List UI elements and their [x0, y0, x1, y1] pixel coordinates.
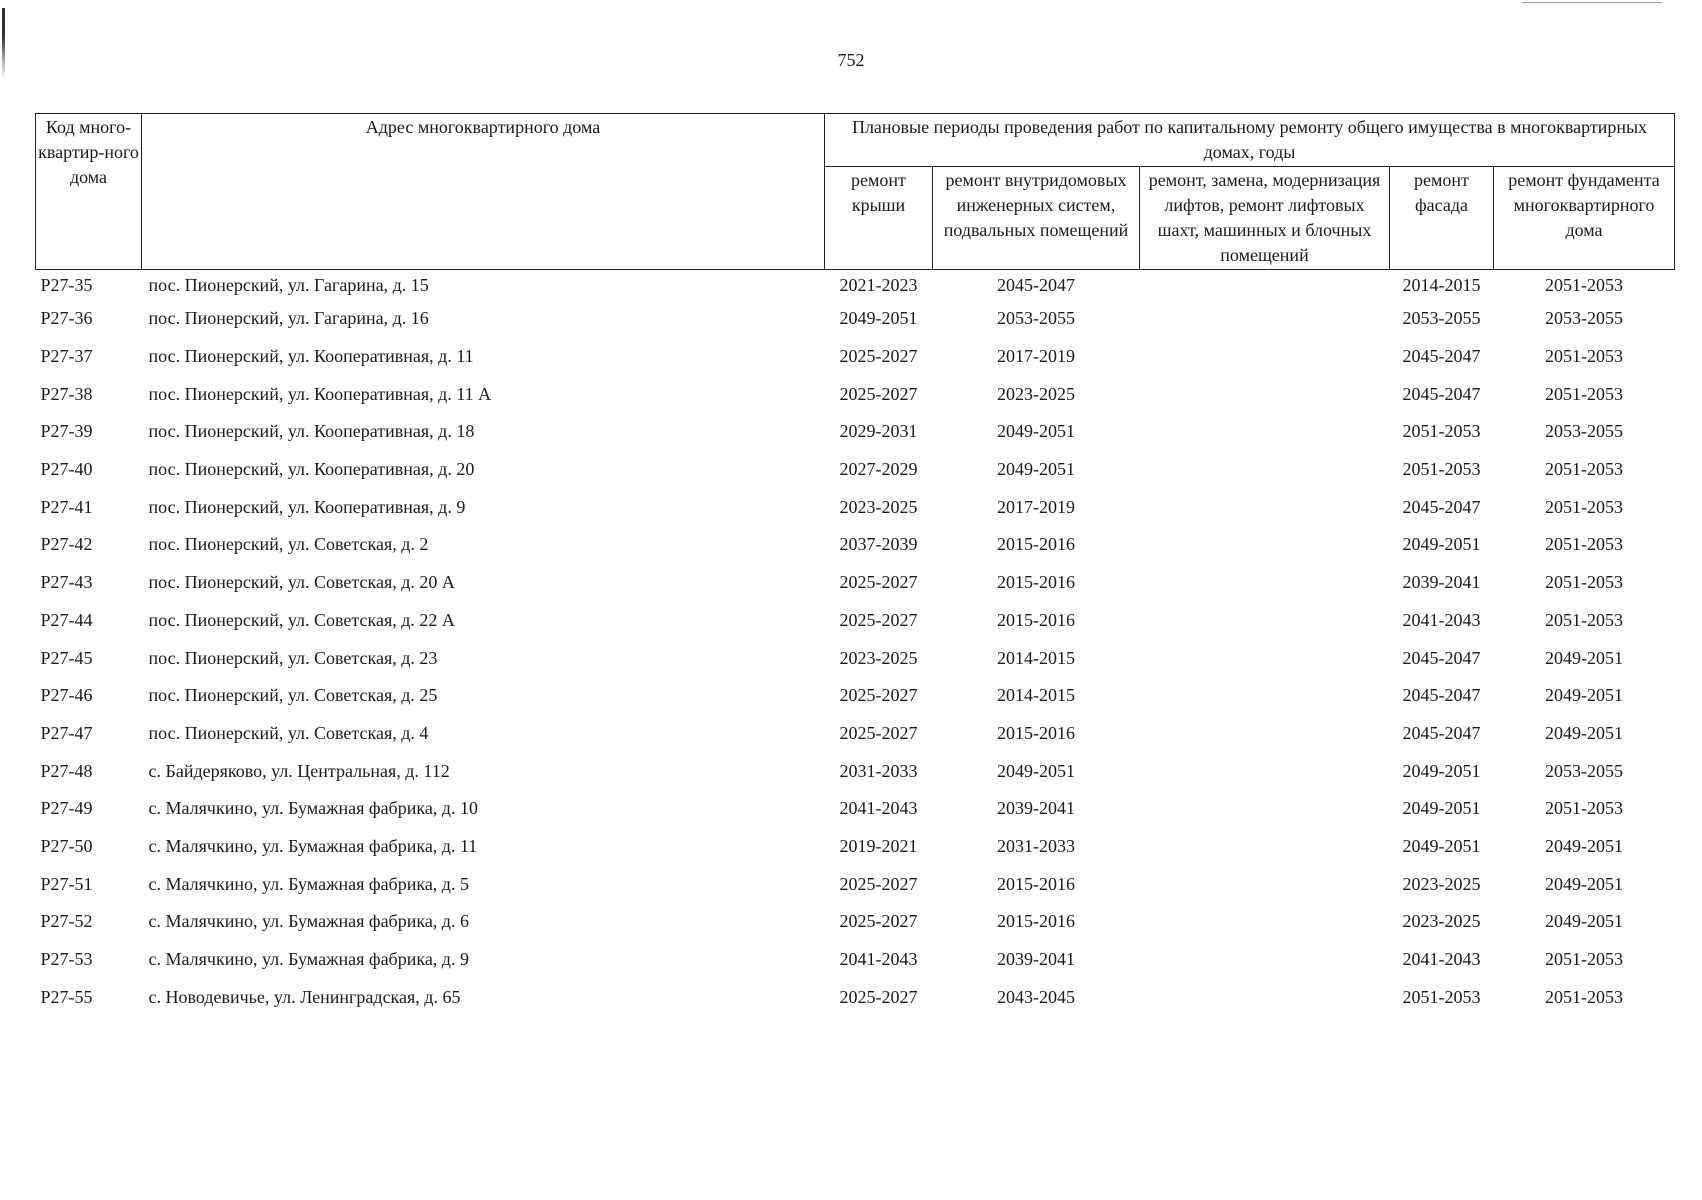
cell-facade: 2045-2047	[1402, 722, 1481, 743]
cell-foundation: 2049-2051	[1545, 647, 1623, 668]
cell-foundation: 2051-2053	[1545, 798, 1623, 819]
cell-code: P27-53	[40, 949, 93, 970]
cell-address: пос. Пионерский, ул. Кооперативная, д. 20	[148, 459, 475, 480]
cell-code: P27-41	[40, 496, 93, 517]
cell-address: с. Малячкино, ул. Бумажная фабрика, д. 5	[148, 873, 469, 894]
cell-engineering: 2031-2033	[997, 835, 1075, 856]
cell-foundation: 2049-2051	[1545, 911, 1623, 932]
cell-code: P27-40	[40, 459, 93, 480]
cell-facade: 2049-2051	[1402, 760, 1481, 781]
scan-top-rule	[1522, 2, 1662, 3]
cell-code: P27-51	[40, 873, 93, 894]
cell-foundation: 2053-2055	[1545, 421, 1623, 442]
cell-code: P27-35	[40, 274, 93, 295]
cell-facade: 2045-2047	[1402, 383, 1481, 404]
cell-lifts	[1140, 602, 1390, 640]
cell-engineering: 2053-2055	[997, 308, 1075, 329]
cell-lifts	[1140, 865, 1390, 903]
cell-facade: 2045-2047	[1402, 685, 1481, 706]
cell-facade: 2049-2051	[1402, 534, 1481, 555]
cell-roof: 2025-2027	[839, 722, 918, 743]
cell-lifts	[1140, 941, 1390, 979]
cell-engineering: 2045-2047	[997, 274, 1075, 295]
cell-engineering: 2049-2051	[997, 421, 1075, 442]
cell-address: пос. Пионерский, ул. Кооперативная, д. 11	[148, 346, 474, 367]
cell-roof: 2029-2031	[839, 421, 918, 442]
cell-address: пос. Пионерский, ул. Советская, д. 20 А	[148, 572, 455, 593]
cell-engineering: 2017-2019	[997, 346, 1075, 367]
table-row	[36, 564, 1675, 602]
cell-foundation: 2051-2053	[1545, 383, 1623, 404]
cell-foundation: 2051-2053	[1545, 949, 1623, 970]
table-row	[36, 941, 1675, 979]
cell-foundation: 2049-2051	[1545, 835, 1623, 856]
cell-foundation: 2049-2051	[1545, 873, 1623, 894]
cell-foundation: 2051-2053	[1545, 534, 1623, 555]
cell-lifts	[1140, 451, 1390, 489]
cell-address: с. Малячкино, ул. Бумажная фабрика, д. 9	[148, 949, 469, 970]
cell-address: пос. Пионерский, ул. Кооперативная, д. 9	[148, 496, 466, 517]
table-row	[36, 865, 1675, 903]
cell-lifts	[1140, 752, 1390, 790]
cell-facade: 2041-2043	[1402, 609, 1481, 630]
cell-roof: 2041-2043	[839, 798, 918, 819]
header-foundation: ремонт фундамента многоквартирного дома	[1494, 167, 1675, 270]
cell-address: пос. Пионерский, ул. Советская, д. 25	[148, 685, 438, 706]
table-header	[36, 114, 1675, 270]
cell-address: пос. Пионерский, ул. Гагарина, д. 16	[148, 308, 429, 329]
cell-engineering: 2014-2015	[997, 685, 1075, 706]
table-row	[36, 451, 1675, 489]
cell-lifts	[1140, 715, 1390, 753]
cell-roof: 2025-2027	[839, 873, 918, 894]
cell-roof: 2025-2027	[839, 346, 918, 367]
cell-facade: 2053-2055	[1402, 308, 1481, 329]
cell-engineering: 2015-2016	[997, 572, 1075, 593]
cell-engineering: 2015-2016	[997, 609, 1075, 630]
cell-foundation: 2051-2053	[1545, 572, 1623, 593]
cell-foundation: 2051-2053	[1545, 986, 1623, 1007]
cell-roof: 2025-2027	[839, 986, 918, 1007]
cell-lifts	[1140, 270, 1390, 301]
cell-foundation: 2051-2053	[1545, 459, 1623, 480]
cell-address: с. Малячкино, ул. Бумажная фабрика, д. 6	[148, 911, 469, 932]
header-address: Адрес многоквартирного дома	[142, 114, 825, 270]
repair-schedule-table	[35, 113, 1675, 1016]
table-row	[36, 978, 1675, 1016]
cell-engineering: 2015-2016	[997, 534, 1075, 555]
cell-engineering: 2049-2051	[997, 760, 1075, 781]
header-engineering: ремонт внутридомовых инженерных систем, подвальных помещений	[933, 167, 1140, 270]
cell-roof: 2023-2025	[839, 496, 918, 517]
cell-address: пос. Пионерский, ул. Кооперативная, д. 11 А	[148, 383, 492, 404]
cell-lifts	[1140, 526, 1390, 564]
cell-facade: 2045-2047	[1402, 496, 1481, 517]
cell-roof: 2027-2029	[839, 459, 918, 480]
cell-code: P27-44	[40, 609, 93, 630]
cell-address: пос. Пионерский, ул. Советская, д. 22 А	[148, 609, 455, 630]
cell-roof: 2025-2027	[839, 383, 918, 404]
cell-foundation: 2053-2055	[1545, 308, 1623, 329]
cell-facade: 2051-2053	[1402, 459, 1481, 480]
header-code: Код много-квартир-ного дома	[36, 114, 142, 270]
cell-facade: 2051-2053	[1402, 421, 1481, 442]
cell-code: P27-43	[40, 572, 93, 593]
cell-facade: 2023-2025	[1402, 911, 1481, 932]
table-row	[36, 488, 1675, 526]
cell-engineering: 2039-2041	[997, 798, 1075, 819]
cell-roof: 2025-2027	[839, 685, 918, 706]
table-row	[36, 270, 1675, 301]
cell-lifts	[1140, 828, 1390, 866]
cell-engineering: 2015-2016	[997, 911, 1075, 932]
cell-code: P27-38	[40, 383, 93, 404]
cell-lifts	[1140, 790, 1390, 828]
cell-address: с. Новодевичье, ул. Ленинградская, д. 65	[148, 986, 461, 1007]
table-row	[36, 300, 1675, 338]
cell-lifts	[1140, 978, 1390, 1016]
cell-facade: 2051-2053	[1402, 986, 1481, 1007]
cell-code: P27-37	[40, 346, 93, 367]
header-roof: ремонт крыши	[825, 167, 933, 270]
cell-facade: 2045-2047	[1402, 647, 1481, 668]
cell-code: P27-42	[40, 534, 93, 555]
cell-roof: 2041-2043	[839, 949, 918, 970]
cell-engineering: 2017-2019	[997, 496, 1075, 517]
cell-foundation: 2049-2051	[1545, 685, 1623, 706]
page-number: 752	[837, 50, 865, 70]
table-body	[36, 270, 1675, 1017]
table-row	[36, 715, 1675, 753]
cell-address: пос. Пионерский, ул. Советская, д. 2	[148, 534, 429, 555]
cell-address: пос. Пионерский, ул. Гагарина, д. 15	[148, 274, 429, 295]
cell-roof: 2019-2021	[839, 835, 918, 856]
cell-facade: 2039-2041	[1402, 572, 1481, 593]
cell-lifts	[1140, 564, 1390, 602]
cell-facade: 2049-2051	[1402, 835, 1481, 856]
cell-code: P27-55	[40, 986, 93, 1007]
cell-facade: 2014-2015	[1402, 274, 1481, 295]
cell-foundation: 2049-2051	[1545, 722, 1623, 743]
cell-code: P27-50	[40, 835, 93, 856]
cell-foundation: 2051-2053	[1545, 496, 1623, 517]
cell-lifts	[1140, 300, 1390, 338]
cell-roof: 2025-2027	[839, 911, 918, 932]
cell-engineering: 2039-2041	[997, 949, 1075, 970]
cell-roof: 2021-2023	[839, 274, 918, 295]
cell-facade: 2041-2043	[1402, 949, 1481, 970]
cell-address: пос. Пионерский, ул. Советская, д. 23	[148, 647, 438, 668]
cell-facade: 2049-2051	[1402, 798, 1481, 819]
cell-engineering: 2015-2016	[997, 722, 1075, 743]
cell-code: P27-46	[40, 685, 93, 706]
header-planned-periods: Плановые периоды проведения работ по капитальному ремонту общего имущества в многоквартирных домах, годы	[825, 114, 1675, 167]
cell-lifts	[1140, 903, 1390, 941]
cell-facade: 2023-2025	[1402, 873, 1481, 894]
table-row	[36, 677, 1675, 715]
table-row	[36, 413, 1675, 451]
cell-code: P27-45	[40, 647, 93, 668]
table-row	[36, 903, 1675, 941]
cell-address: пос. Пионерский, ул. Советская, д. 4	[148, 722, 429, 743]
cell-code: P27-36	[40, 308, 93, 329]
cell-engineering: 2043-2045	[997, 986, 1075, 1007]
table-row	[36, 752, 1675, 790]
cell-code: P27-39	[40, 421, 93, 442]
cell-roof: 2023-2025	[839, 647, 918, 668]
cell-address: с. Малячкино, ул. Бумажная фабрика, д. 11	[148, 835, 478, 856]
table-row	[36, 828, 1675, 866]
table-row	[36, 639, 1675, 677]
cell-roof: 2025-2027	[839, 609, 918, 630]
cell-code: P27-48	[40, 760, 93, 781]
cell-engineering: 2023-2025	[997, 383, 1075, 404]
cell-lifts	[1140, 488, 1390, 526]
cell-engineering: 2014-2015	[997, 647, 1075, 668]
cell-address: пос. Пионерский, ул. Кооперативная, д. 18	[148, 421, 475, 442]
table-row	[36, 526, 1675, 564]
cell-roof: 2049-2051	[839, 308, 918, 329]
table-row	[36, 602, 1675, 640]
cell-foundation: 2051-2053	[1545, 274, 1623, 295]
cell-address: с. Малячкино, ул. Бумажная фабрика, д. 10	[148, 798, 478, 819]
cell-lifts	[1140, 413, 1390, 451]
header-facade: ремонт фасада	[1390, 167, 1494, 270]
cell-foundation: 2051-2053	[1545, 609, 1623, 630]
cell-lifts	[1140, 677, 1390, 715]
cell-lifts	[1140, 338, 1390, 376]
header-lifts: ремонт, замена, модернизация лифтов, ремонт лифтовых шахт, машинных и блочных помещений	[1140, 167, 1390, 270]
cell-lifts	[1140, 375, 1390, 413]
cell-facade: 2045-2047	[1402, 346, 1481, 367]
table-row	[36, 790, 1675, 828]
cell-lifts	[1140, 639, 1390, 677]
cell-roof: 2037-2039	[839, 534, 918, 555]
table-row	[36, 375, 1675, 413]
cell-code: P27-52	[40, 911, 93, 932]
cell-address: с. Байдеряково, ул. Центральная, д. 112	[148, 760, 450, 781]
cell-engineering: 2049-2051	[997, 459, 1075, 480]
cell-roof: 2031-2033	[839, 760, 918, 781]
cell-engineering: 2015-2016	[997, 873, 1075, 894]
cell-foundation: 2051-2053	[1545, 346, 1623, 367]
cell-code: P27-49	[40, 798, 93, 819]
cell-foundation: 2053-2055	[1545, 760, 1623, 781]
cell-code: P27-47	[40, 722, 93, 743]
cell-roof: 2025-2027	[839, 572, 918, 593]
table-row	[36, 338, 1675, 376]
